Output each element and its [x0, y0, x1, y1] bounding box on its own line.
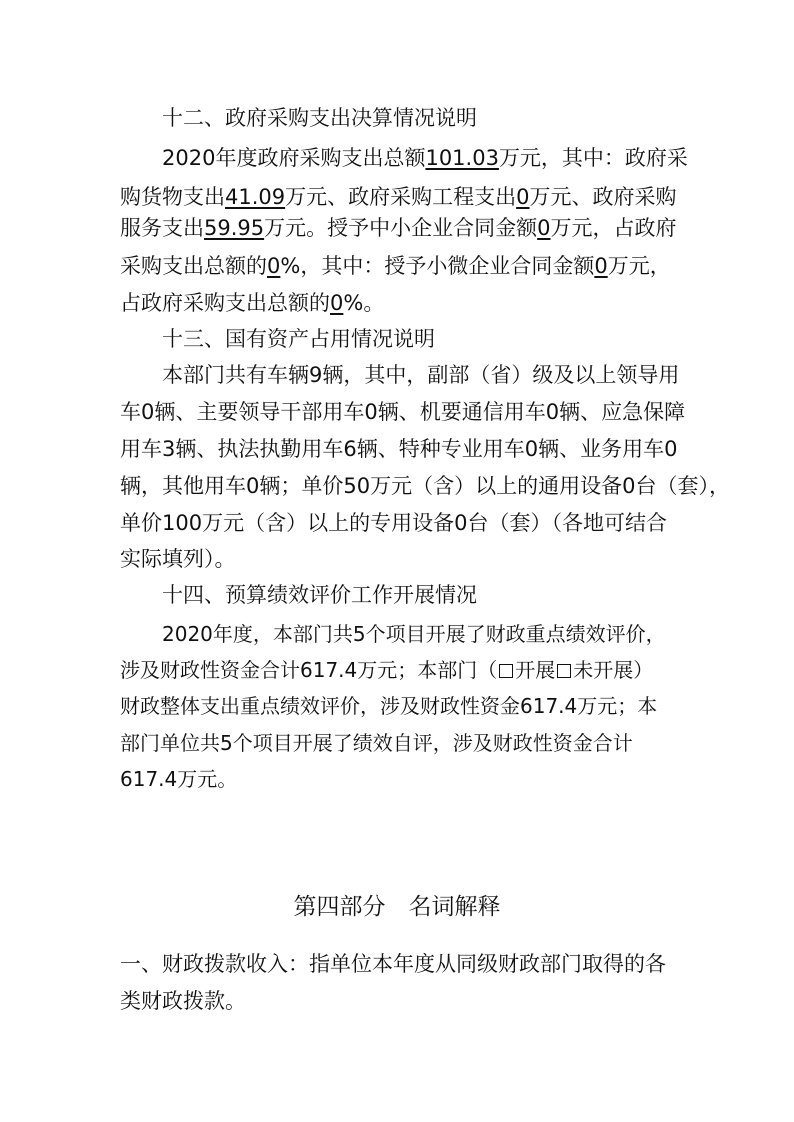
- works-value: 0: [516, 185, 530, 209]
- section-14-line-1: 2020年度，本部门共5个项目开展了财政重点绩效评价，: [162, 622, 666, 646]
- section-13-line-3: 用车3辆、执法执勤用车6辆、特种专业用车0辆、业务用车0: [120, 437, 678, 461]
- section-12-line-2: 购货物支出41.09万元、政府采购工程支出0万元、政府采购: [120, 185, 677, 209]
- micro-percent-value: 0: [330, 291, 344, 315]
- section-14-line-4: 部门单位共5个项目开展了绩效自评，涉及财政性资金合计: [120, 731, 633, 755]
- section-14-heading: 十四、预算绩效评价工作开展情况: [162, 583, 477, 607]
- part-4-title: 第四部分 名词解释: [293, 894, 501, 920]
- section-14-line-5: 617.4万元。: [120, 767, 238, 791]
- checkbox-yes: [499, 664, 513, 678]
- section-14-line-2: 涉及财政性资金合计617.4万元；本部门（ 开展 未开展）: [120, 658, 654, 682]
- services-value: 59.95: [204, 216, 265, 240]
- procurement-total-value: 101.03: [425, 146, 499, 170]
- section-13-line-5: 单价100万元（含）以上的专用设备0台（套）（各地可结合: [120, 511, 667, 535]
- section-12-line-3: 服务支出59.95万元。授予中小企业合同金额0万元，占政府: [120, 216, 677, 240]
- definition-1-line-1: 一、财政拨款收入：指单位本年度从同级财政部门取得的各: [120, 952, 666, 976]
- section-13-heading: 十三、国有资产占用情况说明: [162, 327, 435, 351]
- section-13-line-1: 本部门共有车辆9辆，其中，副部（省）级及以上领导用: [162, 363, 680, 387]
- sme-percent-value: 0: [267, 254, 281, 278]
- micro-contract-value: 0: [594, 254, 608, 278]
- section-13-line-6: 实际填列）。: [120, 547, 236, 571]
- sme-contract-value: 0: [537, 216, 551, 240]
- section-14-line-3: 财政整体支出重点绩效评价，涉及财政性资金617.4万元；本: [120, 694, 658, 718]
- section-12-heading: 十二、政府采购支出决算情况说明: [162, 106, 477, 130]
- section-12-line-5: 占政府采购支出总额的0%。: [120, 291, 385, 315]
- definition-1-line-2: 类财政拨款。: [120, 989, 246, 1013]
- section-12-line-1: 2020年度政府采购支出总额101.03万元，其中：政府采: [162, 146, 688, 170]
- section-13-line-4: 辆，其他用车0辆；单价50万元（含）以上的通用设备0台（套），: [120, 474, 730, 498]
- checkbox-no: [557, 664, 571, 678]
- section-12-line-4: 采购支出总额的0%，其中：授予小微企业合同金额0万元，: [120, 254, 671, 278]
- goods-value: 41.09: [225, 185, 286, 209]
- section-13-line-2: 车0辆、主要领导干部用车0辆、机要通信用车0辆、应急保障: [120, 400, 686, 424]
